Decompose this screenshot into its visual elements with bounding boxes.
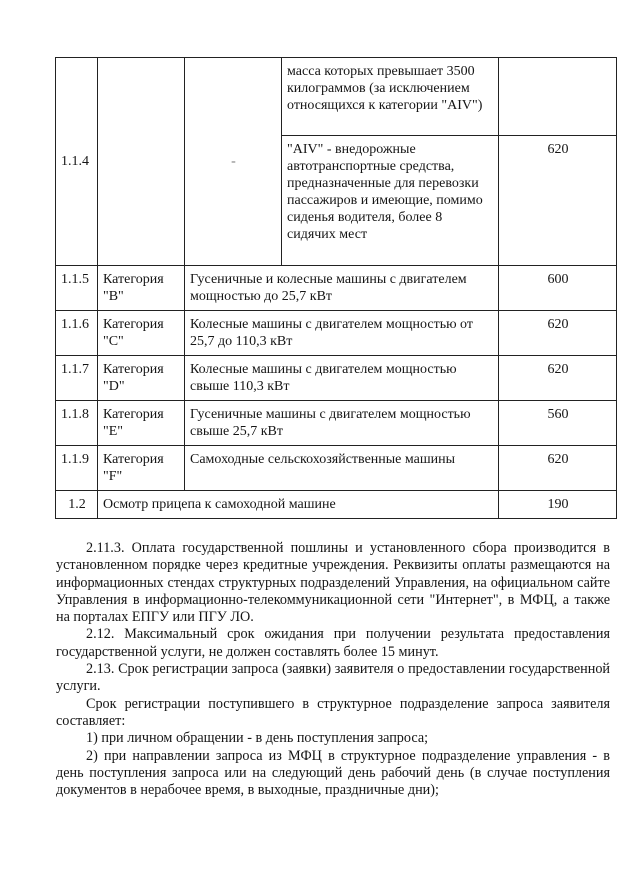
table-row <box>56 266 617 311</box>
row-cost <box>499 58 617 136</box>
dash-mark: - <box>185 58 282 266</box>
row-cost: 560 <box>499 401 617 446</box>
row-number: 1.1.5 <box>56 266 98 311</box>
table-row <box>56 311 617 356</box>
body-text <box>56 540 610 799</box>
paragraph-2-13: 2.13. Срок регистрации запроса (заявки) заявителя о предоставлении государственной услуги. <box>56 661 610 695</box>
row-category <box>98 58 185 266</box>
table-row <box>56 356 617 401</box>
paragraph-2-11-3: 2.11.3. Оплата государственной пошлины и установленного сбора производится в установленном порядке через кредитные учреждения. Реквизиты оплаты размещаются на информационных стендах структурных подразделений Управления, на официальном сайте Управления в информационно-телекоммуникационной сети "Интернет", в МФЦ, а также на порталах ЕПГУ или ПГУ ЛО. <box>56 540 610 626</box>
row-number: 1.2 <box>56 491 98 519</box>
paragraph-registration-term: Срок регистрации поступившего в структурное подразделение запроса заявителя составляет: <box>56 695 610 729</box>
row-category: Категория "D" <box>98 356 185 401</box>
row-cost: 620 <box>499 356 617 401</box>
row-number: 1.1.9 <box>56 446 98 491</box>
row-description: Колесные машины с двигателем мощностью свыше 110,3 кВт <box>185 356 499 401</box>
row-category: Категория "E" <box>98 401 185 446</box>
row-description: Осмотр прицепа к самоходной машине <box>98 491 499 519</box>
row-category: Категория "B" <box>98 266 185 311</box>
row-number: 1.1.4 <box>56 58 98 266</box>
row-category: Категория "F" <box>98 446 185 491</box>
row-number: 1.1.6 <box>56 311 98 356</box>
table-row <box>56 491 617 519</box>
row-description: Самоходные сельскохозяйственные машины <box>185 446 499 491</box>
row-description: масса которых превышает 3500 килограммов (за исключением относящихся к категории "AIV") <box>282 58 499 136</box>
paragraph-2-12: 2.12. Максимальный срок ожидания при получении результата предоставления государственной услуги, не должен составлять более 15 минут. <box>56 626 610 660</box>
table-row <box>56 58 617 136</box>
row-cost: 600 <box>499 266 617 311</box>
table-row <box>56 446 617 491</box>
paragraph-item-1: 1) при личном обращении - в день поступления запроса; <box>86 730 429 747</box>
row-description: "AIV" - внедорожные автотранспортные средства, предназначенные для перевозки пассажиров и имеющие, помимо сиденья водителя, более 8 сидячих мест <box>282 136 499 266</box>
row-number: 1.1.8 <box>56 401 98 446</box>
table-row <box>56 401 617 446</box>
fee-table <box>55 57 617 519</box>
row-description: Гусеничные и колесные машины с двигателем мощностью до 25,7 кВт <box>185 266 499 311</box>
row-cost: 620 <box>499 311 617 356</box>
row-cost: 620 <box>499 136 617 266</box>
row-cost: 620 <box>499 446 617 491</box>
row-category: Категория "C" <box>98 311 185 356</box>
row-number: 1.1.7 <box>56 356 98 401</box>
row-description: Колесные машины с двигателем мощностью от 25,7 до 110,3 кВт <box>185 311 499 356</box>
row-description: Гусеничные машины с двигателем мощностью свыше 25,7 кВт <box>185 401 499 446</box>
paragraph-item-2: 2) при направлении запроса из МФЦ в структурное подразделение управления - в день поступления запроса или на следующий день рабочий день (в случае поступления документов в нерабочее время, в выходные, праздничные дни); <box>56 747 610 799</box>
row-cost: 190 <box>499 491 617 519</box>
